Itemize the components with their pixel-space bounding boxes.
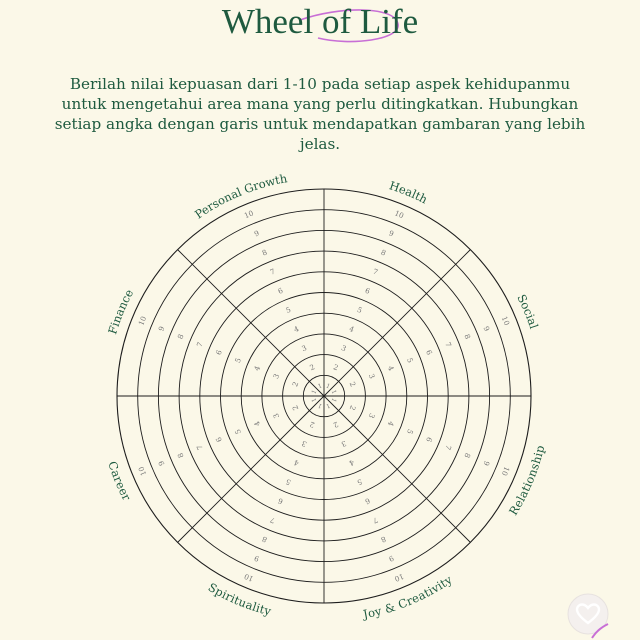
scale-number: 6 xyxy=(213,348,224,357)
scale-number: 8 xyxy=(462,451,473,460)
scale-number: 8 xyxy=(462,332,473,341)
scale-number: 4 xyxy=(252,419,263,428)
scale-number: 9 xyxy=(481,459,492,468)
scale-number: 1 xyxy=(329,396,338,404)
scale-number: 7 xyxy=(194,340,205,349)
scale-number: 10 xyxy=(393,571,406,584)
scale-number: 4 xyxy=(385,364,396,373)
scale-number: 10 xyxy=(242,208,255,221)
category-label-social: Social xyxy=(514,291,542,331)
scale-number: 2 xyxy=(308,419,316,430)
scale-number: 5 xyxy=(284,304,293,315)
scale-number: 7 xyxy=(371,266,380,277)
scale-number: 2 xyxy=(347,380,358,388)
scale-number: 6 xyxy=(363,496,372,507)
scale-number: 1 xyxy=(324,382,332,391)
category-label-finance: Finance xyxy=(105,286,137,336)
scale-number: 4 xyxy=(385,419,396,428)
scale-number: 1 xyxy=(316,401,324,410)
wheel-spoke-6 xyxy=(324,396,473,545)
scale-number: 7 xyxy=(268,515,277,526)
scale-number: 5 xyxy=(355,304,364,315)
scale-number: 3 xyxy=(300,438,309,449)
scale-number: 6 xyxy=(424,435,435,444)
scale-number: 9 xyxy=(156,324,167,333)
scale-number: 8 xyxy=(379,247,388,258)
scale-number: 4 xyxy=(347,324,356,335)
scale-number: 5 xyxy=(232,427,243,436)
scale-number: 4 xyxy=(347,457,356,468)
category-label-health: Health xyxy=(387,178,430,207)
category-label-relationship: Relationship xyxy=(505,443,548,518)
scale-number: 3 xyxy=(339,343,348,354)
scale-number: 3 xyxy=(271,411,282,420)
page-title: Wheel of Life xyxy=(221,2,419,41)
scale-number: 3 xyxy=(271,372,282,381)
scale-number: 10 xyxy=(136,314,149,327)
scale-number: 6 xyxy=(276,496,285,507)
scale-number: 9 xyxy=(252,553,261,564)
scale-number: 2 xyxy=(290,380,301,388)
scale-number: 3 xyxy=(366,411,377,420)
category-label-career: Career xyxy=(105,459,135,503)
scale-number: 1 xyxy=(316,382,324,391)
scale-number: 9 xyxy=(387,553,396,564)
wheel-spoke-4 xyxy=(178,396,324,545)
scale-number: 10 xyxy=(136,465,149,478)
scale-number: 8 xyxy=(260,534,269,545)
scale-number: 1 xyxy=(329,388,338,396)
scale-number: 3 xyxy=(366,372,377,381)
scale-number: 5 xyxy=(355,477,364,488)
scale-number: 7 xyxy=(194,443,205,452)
scale-number: 5 xyxy=(284,477,293,488)
scale-number: 2 xyxy=(347,404,358,412)
decorative-pink-stroke xyxy=(590,622,610,640)
scale-number: 10 xyxy=(393,208,406,221)
scale-number: 6 xyxy=(363,285,372,296)
scale-number: 10 xyxy=(499,314,512,327)
category-label-personal-growth: Personal Growth xyxy=(192,171,289,222)
instructions-text: Berilah nilai kepuasan dari 1-10 pada setiap aspek kehidupanmu untuk mengetahui area mana yang perlu ditingkatkan. Hubungkan setiap angka dengan garis untuk mendapatkan gambaran yang lebih jelas. xyxy=(54,75,586,153)
scale-number: 6 xyxy=(213,435,224,444)
scale-number: 3 xyxy=(300,343,309,354)
scale-number: 5 xyxy=(232,356,243,365)
scale-number: 8 xyxy=(260,247,269,258)
scale-number: 10 xyxy=(499,465,512,478)
wheel-spoke-2 xyxy=(175,250,324,396)
category-label-path xyxy=(177,556,314,613)
scale-number: 2 xyxy=(332,362,340,373)
scale-number: 9 xyxy=(387,228,396,239)
scale-number: 7 xyxy=(443,340,454,349)
scale-number: 1 xyxy=(324,401,332,410)
scale-number: 6 xyxy=(424,348,435,357)
scale-number: 8 xyxy=(379,534,388,545)
scale-number: 1 xyxy=(310,388,319,396)
scale-number: 7 xyxy=(371,515,380,526)
scale-number: 2 xyxy=(332,419,340,430)
scale-number: 3 xyxy=(339,438,348,449)
scale-number: 4 xyxy=(292,457,301,468)
scale-number: 5 xyxy=(405,356,416,365)
scale-number: 4 xyxy=(252,364,263,373)
category-label-spirituality: Spirituality xyxy=(205,579,273,619)
scale-number: 2 xyxy=(290,404,301,412)
scale-number: 8 xyxy=(175,332,186,341)
scale-number: 10 xyxy=(242,571,255,584)
category-label-joy-creativity: Joy & Creativity xyxy=(361,572,455,622)
scale-number: 9 xyxy=(156,459,167,468)
wheel-spoke-8 xyxy=(324,247,473,396)
scale-number: 5 xyxy=(405,427,416,436)
scale-number: 7 xyxy=(443,443,454,452)
scale-number: 9 xyxy=(252,228,261,239)
scale-number: 6 xyxy=(276,285,285,296)
scale-number: 4 xyxy=(292,324,301,335)
scale-number: 1 xyxy=(310,396,319,404)
scale-number: 7 xyxy=(268,266,277,277)
scale-number: 2 xyxy=(308,362,316,373)
scale-number: 9 xyxy=(481,324,492,333)
scale-number: 8 xyxy=(175,451,186,460)
